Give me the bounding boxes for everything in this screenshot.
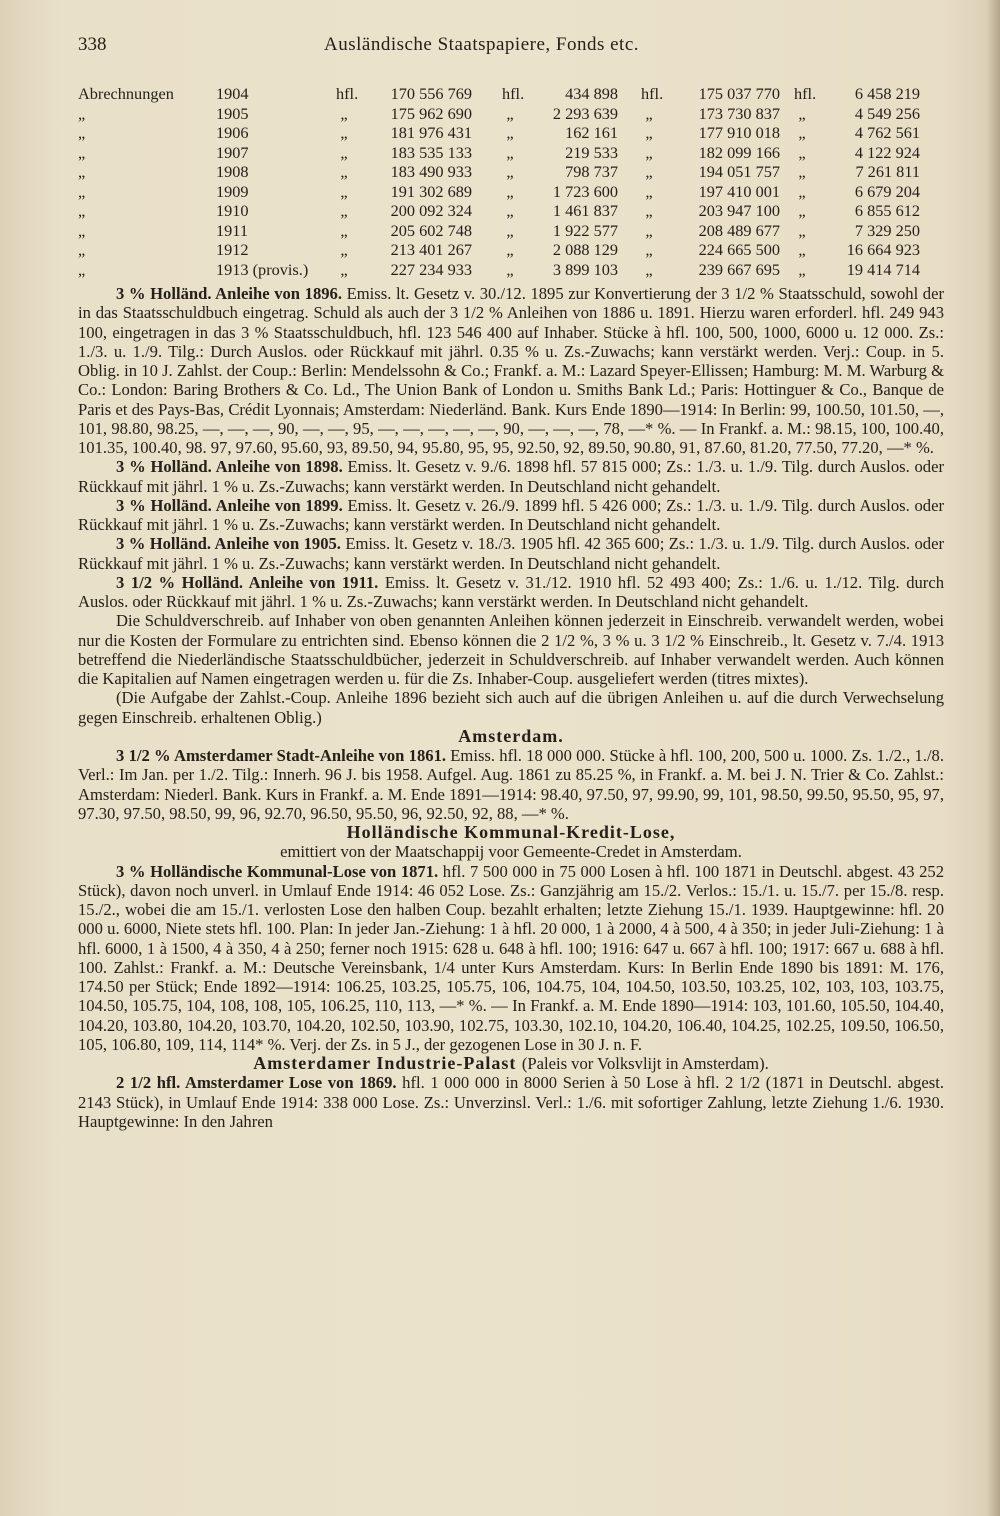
section-1911: [78, 573, 944, 612]
ditto-mark: „: [506, 103, 514, 123]
table-row: [78, 182, 940, 202]
ditto-mark: „: [506, 123, 514, 142]
ditto-mark: „: [340, 181, 348, 201]
value-cell: 434 898: [565, 84, 618, 103]
section-kommunal-lose-1871: [78, 862, 944, 1055]
running-title: Ausländische Staatspapiere, Fonds etc.: [324, 34, 640, 55]
value-cell: 6 679 204: [854, 181, 920, 201]
section-title: 3 % Holländ. Anleihe von 1896.: [116, 284, 342, 303]
value-cell: 219 533: [565, 142, 618, 162]
table-row: [78, 123, 940, 143]
ditto-mark: „: [645, 220, 653, 240]
ditto-mark: „: [78, 181, 86, 201]
year-cell: 1911: [216, 220, 248, 240]
section-title: 3 1/2 % Holländ. Anleihe von 1911.: [116, 572, 379, 592]
body-text: [78, 284, 944, 1131]
section-title: 3 % Holländische Kommunal-Lose von 1871.: [116, 861, 439, 881]
year-cell: 1912: [216, 240, 249, 259]
page-number: 338: [78, 34, 107, 55]
section-title: 3 % Holländ. Anleihe von 1905.: [116, 534, 341, 554]
ditto-mark: „: [645, 240, 653, 259]
value-cell: 191 302 689: [390, 181, 472, 201]
currency-cell: hfl.: [502, 84, 525, 103]
note-paragraph: Die Schuldverschreib. auf Inhaber von oben genannten Anleihen können jederzeit in Einschreib. verwandelt werden, wobei nur die Kosten der Formulare zu entrichten sind. Ebenso können die 2 1/2 %, 3 % u. 3 1/2 % Einschreib., lt. Gesetz v. 7./4. 1913 betreffend die Niederländische Staatsschuldbücher, jederzeit in Schuldverschreib. auf Inhaber verwandelt werden. Auch können die Kapitalien auf Namen eingetragen werden u. für die Zs. Inhaber-Coup. ausgeliefert werden (titres mixtes).: [78, 611, 944, 688]
value-cell: 170 556 769: [390, 84, 472, 103]
ditto-mark: „: [798, 259, 806, 279]
value-cell: 183 490 933: [390, 162, 472, 181]
table-row: [78, 143, 940, 163]
currency-cell: hfl.: [794, 84, 817, 103]
value-cell: 6 855 612: [854, 201, 920, 220]
ditto-mark: „: [340, 162, 348, 181]
section-text: Emiss. hfl. 18 000 000. Stücke à hfl. 100, 200, 500 u. 1000. Zs. 1./2., 1./8. Verl.: Im Jan. per 1./2. Tilg.: Innerh. 96 J. bis 1958. Aufgel. Aug. 1861 zu 85.25 %, in Frankf. a. M. bei J. N. Trier & Co. Zahlst.: Amsterdam: Niederl. Bank. Kurs in Frankf. a. M. Ende 1891—1914: 98.40, 97.50, 97, 99.90, 99, 101, 98.50, 99.50, 95.50, 95, 97, 97.30, 97.50, 98.50, 99, 96, 92.70, 96.50, 95.50, 96, 92.50, 92, 88, —* %.: [78, 746, 944, 823]
section-1898: [78, 457, 944, 496]
section-amsterdamer-lose-1869: [78, 1073, 944, 1131]
note-paragraph: (Die Aufgabe der Zahlst.-Coup. Anleihe 1896 bezieht sich auch auf die übrigen Anleihen u. auf die durch Verwechselung gegen Einschreib. erhaltenen Oblig.): [78, 688, 944, 727]
year-cell: 1909: [216, 181, 249, 201]
section-title: 3 % Holländ. Anleihe von 1899.: [116, 495, 343, 515]
year-cell: 1904: [216, 84, 249, 103]
ditto-mark: „: [340, 123, 348, 142]
ditto-mark: „: [645, 181, 653, 201]
table-row: [78, 240, 940, 260]
ditto-mark: „: [506, 201, 514, 220]
year-cell: 1908: [216, 162, 249, 181]
section-1896: [78, 284, 944, 457]
amsterdam-heading: Amsterdam.: [458, 725, 564, 746]
table-row: [78, 260, 940, 280]
ditto-mark: „: [645, 259, 653, 279]
value-cell: 173 730 837: [698, 103, 780, 123]
value-cell: 4 762 561: [854, 123, 920, 142]
table-row: [78, 221, 940, 241]
year-cell: 1910: [216, 201, 249, 220]
value-cell: 4 549 256: [854, 103, 920, 123]
value-cell: 205 602 748: [390, 220, 472, 240]
ditto-mark: „: [340, 142, 348, 162]
ditto-mark: „: [340, 201, 348, 220]
value-cell: 7 329 250: [854, 220, 920, 240]
year-cell: 1907: [216, 142, 249, 162]
ditto-mark: „: [340, 103, 348, 123]
value-cell: 1 723 600: [552, 181, 618, 201]
section-title: 2 1/2 hfl. Amsterdamer Lose von 1869.: [116, 1073, 397, 1093]
page-header: [78, 34, 948, 58]
value-cell: 1 922 577: [552, 220, 618, 240]
section-title: 3 1/2 % Amsterdamer Stadt-Anleihe von 1861.: [116, 746, 447, 765]
currency-cell: hfl.: [336, 84, 359, 103]
industrie-palast-heading: [78, 1054, 944, 1073]
value-cell: 197 410 001: [698, 181, 780, 201]
ditto-mark: „: [340, 240, 348, 259]
ditto-mark: „: [78, 103, 86, 123]
value-cell: 181 976 431: [390, 123, 472, 142]
value-cell: 19 414 714: [846, 259, 920, 279]
ditto-mark: „: [506, 240, 514, 259]
value-cell: 4 122 924: [854, 142, 920, 162]
ditto-mark: „: [645, 103, 653, 123]
ditto-mark: „: [506, 142, 514, 162]
ditto-mark: „: [798, 201, 806, 220]
value-cell: 16 664 923: [846, 240, 920, 259]
value-cell: 2 088 129: [552, 240, 618, 259]
table-row: [78, 104, 940, 124]
value-cell: 177 910 018: [698, 123, 780, 142]
ditto-mark: „: [798, 103, 806, 123]
value-cell: 200 092 324: [390, 201, 472, 220]
ditto-mark: „: [78, 142, 86, 162]
value-cell: 182 099 166: [698, 142, 780, 162]
section-text: Emiss. lt. Gesetz v. 18./3. 1905 hfl. 42 365 600; Zs.: 1./3. u. 1./9. Tilg. durch Auslos. oder Rückkauf mit jährl. 1 % u. Zs.-Zuwachs; kann verstärkt werden. In Deutschland nicht gehandelt.: [78, 534, 944, 573]
section-1899: [78, 496, 944, 535]
value-cell: 239 667 695: [698, 259, 780, 279]
year-cell: 1905: [216, 103, 249, 123]
currency-cell: hfl.: [641, 84, 664, 103]
value-cell: 203 947 100: [698, 201, 780, 220]
value-cell: 1 461 837: [552, 201, 618, 220]
value-cell: 798 737: [565, 162, 618, 181]
ditto-mark: „: [645, 142, 653, 162]
section-1905: [78, 534, 944, 573]
ditto-mark: „: [78, 240, 86, 259]
value-cell: 6 458 219: [854, 84, 920, 103]
ditto-mark: „: [798, 142, 806, 162]
year-cell: 1906: [216, 123, 249, 142]
value-cell: 175 962 690: [390, 103, 472, 123]
page-edge-shadow: [986, 0, 1000, 1516]
section-text: Emiss. lt. Gesetz v. 9./6. 1898 hfl. 57 815 000; Zs.: 1./3. u. 1./9. Tilg. durch Auslos. oder Rückkauf mit jährl. 1 % u. Zs.-Zuwachs; kann verstärkt werden. In Deutschland nicht gehandelt.: [78, 457, 944, 496]
ditto-mark: „: [506, 162, 514, 181]
ditto-mark: „: [340, 259, 348, 279]
value-cell: 175 037 770: [698, 84, 780, 103]
heading-text: Amsterdamer Industrie-Palast: [253, 1053, 517, 1073]
table-row: [78, 84, 940, 104]
value-cell: 224 665 500: [698, 240, 780, 259]
ditto-mark: „: [798, 240, 806, 259]
ditto-mark: „: [798, 181, 806, 201]
section-text: hfl. 7 500 000 in 75 000 Losen à hfl. 100 1871 in Deutschl. abgest. 43 252 Stück), davon noch unverl. in Umlauf Ende 1914: 46 052 Lose. Zs.: Ganzjährig am 15./2. Verlos.: 15./1. u. 15./7. per 15./8. resp. 15./2., wobei die am 15./1. verlosten Lose den halben Coup. bezahlt erhalten; letzte Ziehung 15./1. 1939. Hauptgewinne: hfl. 20 000 u. 6000, Niete stets hfl. 100. Plan: In jeder Jan.-Ziehung: 1 à hfl. 20 000, 1 à 2000, 4 à 500, 4 à 350; in jeder Juli-Ziehung: 1 à hfl. 6000, 1 à 1500, 4 à 350, 4 à 250; ferner noch 1915: 628 u. 648 à hfl. 100; 1916: 647 u. 667 à hfl. 100; 1917: 667 u. 688 à hfl. 100. Zahlst.: Frankf. a. M.: Deutsche Vereinsbank, 1/4 unter Kurs Amsterdam. Kurs: In Berlin Ende 1890 bis 1891: M. 176, 174.50 per Stück; Ende 1892—1914: 106.25, 103.25, 105.75, 106, 104.75, 104, 104.50, 103.50, 103.25, 102, 103, 103, 103.75, 104.50, 105.75, 104, 108, 108, 105, 106.25, 110, 113, —* %. — In Frankf. a. M. Ende 1890—1914: 103, 101.60, 105.50, 104.40, 104.20, 103.80, 104.20, 103.70, 104.20, 102.50, 103.90, 102.75, 103.30, 102.10, 104.20, 106.40, 104.25, 102.25, 109.50, 106.50, 105, 106.80, 109, 114, 114* %. Verj. der Zs. in 5 J., der gezogenen Lose in 30 J. n. F.: [78, 861, 944, 1054]
ditto-mark: „: [78, 123, 86, 142]
ditto-mark: „: [506, 259, 514, 279]
ditto-mark: „: [645, 201, 653, 220]
section-text: Emiss. lt. Gesetz v. 26./9. 1899 hfl. 5 426 000; Zs.: 1./3. u. 1./9. Tilg. durch Auslos. oder Rückkauf mit jährl. 1 % u. Zs.-Zuwachs; kann verstärkt werden. In Deutschland nicht gehandelt.: [78, 495, 944, 534]
table-row: [78, 201, 940, 221]
table-row: [78, 162, 940, 182]
heading-subtext: (Paleis vor Volksvlijt in Amsterdam).: [521, 1054, 769, 1073]
value-cell: 2 293 639: [552, 103, 618, 123]
kredit-lose-heading: Holländische Kommunal-Kredit-Lose,: [346, 822, 676, 842]
value-cell: 227 234 933: [390, 259, 472, 279]
value-cell: 183 535 133: [390, 142, 472, 162]
ditto-mark: „: [506, 181, 514, 201]
ditto-mark: „: [78, 259, 86, 279]
section-text: Emiss. lt. Gesetz v. 30./12. 1895 zur Konvertierung der 3 1/2 % Staatsschuld, sowohl der in das Staatsschuldbuch eingetrag. Schuld als auch der 3 1/2 % Anleihen von 1886 u. 1891. Hierzu waren erforderl. hfl. 249 943 100, eingetragen in das 3 % Staatsschuldbuch, hfl. 123 546 400 auf Inhaber. Stücke à hfl. 100, 500, 1000, 6000 u. 12 000. Zs.: 1./3. u. 1./9. Tilg.: Durch Auslos. oder Rückkauf mit jährl. 0.35 % u. Zs.-Zuwachs; kann verstärkt werden. Verj.: Coup. in 5. Oblig. in 10 J. Zahlst. der Coup.: Berlin: Mendelssohn & Co.; Frankf. a. M.: Lazard Speyer-Ellissen; Hamburg: M. M. Warburg & Co.: London: Baring Brothers & Co. Ld., The Union Bank of London u. Smiths Bank Ld.; Paris: Hottinguer & Co., Banque de Paris et des Pays-Bas, Crédit Lyonnais; Amsterdam: Niederländ. Bank. Kurs Ende 1890—1914: In Berlin: 99, 100.50, 101.50, —, 101, 98.80, 98.25, —, —, —, 90, —, —, 95, —, —, —, —, —, 90, —, —, —, 78, —* %. — In Frankf. a. M.: 98.15, 100, 100.40, 101.35, 100.40, 98. 97, 97.60, 95.60, 93, 89.50, 94, 95.80, 95, 95, 92.50, 92, 89.50, 90.80, 91, 87.60, 81.20, 77.50, 77.20, —* %.: [78, 284, 945, 457]
value-cell: 208 489 677: [698, 220, 780, 240]
year-cell: 1913 (provis.): [216, 259, 309, 279]
ditto-mark: „: [506, 220, 514, 240]
ditto-mark: „: [798, 162, 806, 181]
ditto-mark: „: [798, 220, 806, 240]
section-title: 3 % Holländ. Anleihe von 1898.: [116, 457, 343, 477]
ditto-mark: „: [340, 220, 348, 240]
ditto-mark: „: [78, 162, 86, 181]
ditto-mark: „: [645, 123, 653, 142]
value-cell: 162 161: [565, 123, 618, 142]
section-text: hfl. 1 000 000 in 8000 Serien à 50 Lose à hfl. 2 1/2 (1871 in Deutschl. abgest. 2143 Stück), in Umlauf Ende 1914: 338 000 Lose. Zs.: Unverzinsl. Verl.: 1./6. mit sofortiger Zahlung, letzte Ziehung 1./6. 1930. Hauptgewinne: In den Jahren: [78, 1073, 944, 1131]
value-cell: 194 051 757: [698, 162, 780, 181]
value-cell: 3 899 103: [552, 259, 618, 279]
ditto-mark: „: [78, 201, 86, 220]
value-cell: 213 401 267: [390, 240, 472, 259]
ditto-mark: „: [798, 123, 806, 142]
ditto-mark: „: [645, 162, 653, 181]
value-cell: 7 261 811: [855, 162, 920, 181]
section-amsterdam-1861: [78, 746, 944, 823]
section-text: Emiss. lt. Gesetz v. 31./12. 1910 hfl. 52 493 400; Zs.: 1./6. u. 1./12. Tilg. durch Auslos. oder Rückkauf mit jährl. 1 % u. Zs.-Zuwachs; kann verstärkt werden. In Deutschland nicht gehandelt.: [78, 572, 944, 611]
kredit-lose-subheading: emittiert von der Maatschappij voor Gemeente-Credet in Amsterdam.: [280, 842, 742, 862]
ditto-mark: „: [78, 220, 86, 240]
table-label: Abrechnungen: [78, 84, 174, 103]
settlement-table: [78, 84, 940, 279]
